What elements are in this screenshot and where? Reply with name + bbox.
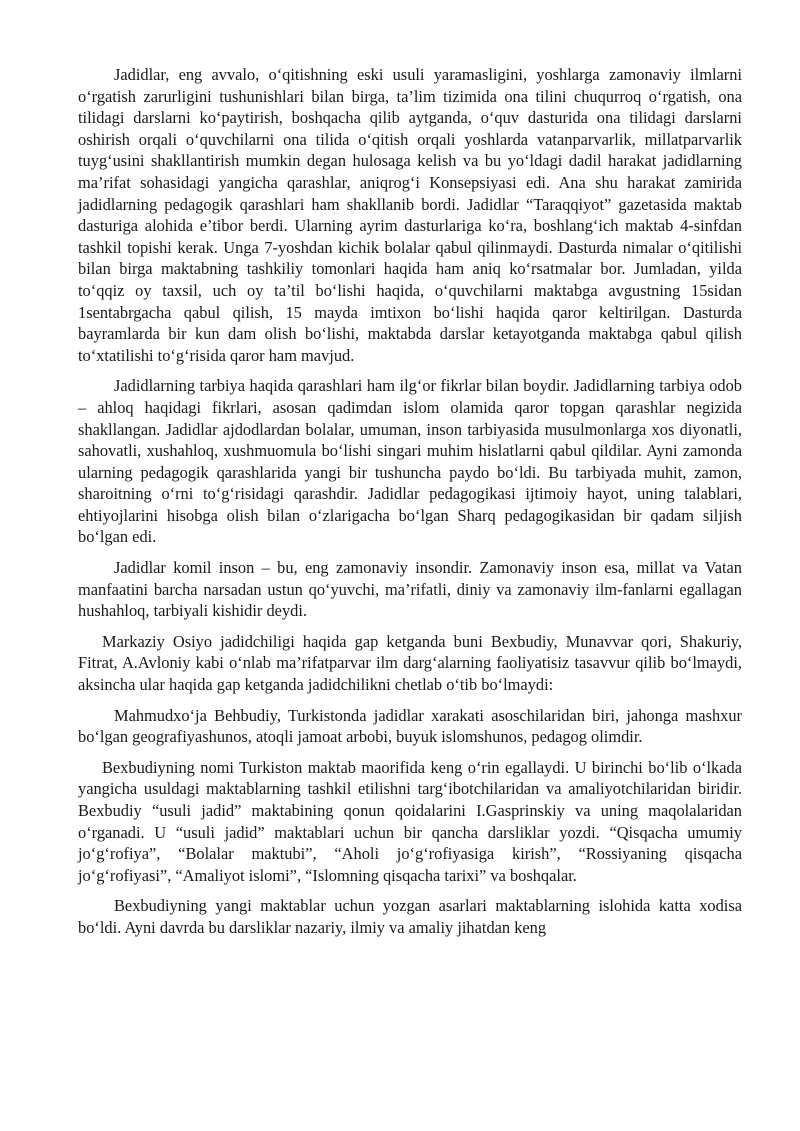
document-page [78, 64, 742, 939]
paragraph-perfect-person: Jadidlar komil inson – bu, eng zamonaviy insondir. Zamonaviy inson esa, millat va Vatan manfaatini barcha narsadan ustun qo‘yuvchi, ma’rifatli, diniy va zamonaviy ilm-fanlarni egallagan hushahloq, tarbiyali kishidir deydi. [78, 558, 742, 621]
paragraph-behbudiy-schools: Bexbudiyning nomi Turkiston maktab maorifida keng o‘rin egallaydi. U birinchi bo‘lib o‘lkada yangicha usuldagi maktablarning tashkil etilishni targ‘ibotchilaridan va amaliyotchilaridan biridir. Bexbudiy “usuli jadid” maktabining qonun qoidalarini I.Gasprinskiy va uning maqolalaridan o‘rganadi. U “usuli jadid” maktablari uchun bir qancha darsliklar yozdi. “Qisqacha umumiy jo‘g‘rofiya”, “Bolalar maktubi”, “Aholi jo‘g‘rofiyasiga kirish”, “Rossiyaning qisqacha jo‘g‘rofiyasi”, “Amaliyot islomi”, “Islomning qisqacha tarixi” va boshqalar. [78, 757, 742, 885]
paragraph-upbringing-views: Jadidlarning tarbiya haqida qarashlari ham ilg‘or fikrlar bilan boydir. Jadidlarning tarbiya odob – ahloq haqidagi fikrlari, asosan qadimdan islom olamida qaror topgan qarashlar negizida shakllangan. Jadidlar ajdodlardan bolalar, umuman, inson tarbiyasida musulmonlarga xos diyonatli, sahovatli, xushahloq, xushmuomula bo‘lishi singari muhim hislatlarni qabul qildilar. Ayni zamonda ularning pedagogik qarashlarida yangi bir tushuncha paydo bo‘ldi. Bu tarbiyada muhit, zamon, sharoitning o‘rni to‘g‘risidagi qarashdir. Jadidlar pedagogikasi ijtimoiy hayot, uning talablari, ehtiyojlarini hisobga olish bilan o‘zlarigacha bo‘lgan Sharq pedagogikasidan bir qadam siljish bo‘lgan edi. [78, 376, 742, 547]
paragraph-central-asia-jadidism: Markaziy Osiyo jadidchiligi haqida gap ketganda buni Bexbudiy, Munavvar qori, Shakuriy, Fitrat, A.Avloniy kabi o‘nlab ma’rifatparvar ilm darg‘alarning faoliyatisiz tasavvur qilib bo‘lmaydi, aksincha ular haqida gap ketganda jadidchilikni chetlab o‘tib bo‘lmaydi: [78, 631, 742, 695]
paragraph-behbudiy-textbooks: Bexbudiyning yangi maktablar uchun yozgan asarlari maktablarning islohida katta xodisa bo‘ldi. Ayni davrda bu darsliklar nazariy, ilmiy va amaliy jihatdan keng [78, 896, 742, 937]
paragraph-behbudiy-intro: Mahmudxo‘ja Behbudiy, Turkistonda jadidlar xarakati asoschilaridan biri, jahonga mashxur bo‘lgan geografiyashunos, atoqli jamoat arbobi, buyuk islomshunos, pedagog olimdir. [78, 705, 742, 747]
paragraph-jadid-education-reform: Jadidlar, eng avvalo, o‘qitishning eski usuli yaramasligini, yoshlarga zamonaviy ilmlarni o‘rgatish zarurligini tushunishlari bilan birga, ta’lim tizimida ona tilini chuqurroq o‘rgatish, ona tilidagi darslarni ko‘paytirish, boshqacha qilib aytganda, o‘quv dasturida ona tilidagi darslarni oshirish orqali o‘quvchilarni ona tilida o‘qitish orqali yoshlarda vatanparvarlik, millatparvarlik tuyg‘usini shakllantirish mumkin degan hulosaga kelish va bu yo‘ldagi dadil harakat jadidlarning ma’rifat sohasidagi yangicha qarashlar, aniqrog‘i Konsepsiyasi edi. Ana shu harakat zamirida jadidlarning pedagogik qarashlari ham shakllanib bordi. Jadidlar “Taraqqiyot” gazetasida maktab dasturiga alohida e’tibor berdi. Ularning ayrim dasturlariga ko‘ra, boshlang‘ich maktab 4-sinfdan tashkil topishi kerak. Unga 7-yoshdan kichik bolalar qabul qilinmaydi. Dasturda nimalar o‘qitilishi bilan birga maktabning tashkiliy tomonlari haqida ham aniq ko‘rsatmalar bor. Jumladan, yilda to‘qqiz oy taxsil, uch oy ta’til bo‘lishi haqida, o‘quvchilarni maktabga avgustning 15sidan 1sentabrgacha qabul qilish, 15 mayda imtixon bo‘lishi haqida qaror keltirilgan. Dasturda bayramlarda bir kun dam olish bo‘lishi, maktabda darslar ketayotganda maktabga qabul qilish to‘xtatilishi to‘g‘risida qaror ham mavjud. [78, 65, 742, 365]
